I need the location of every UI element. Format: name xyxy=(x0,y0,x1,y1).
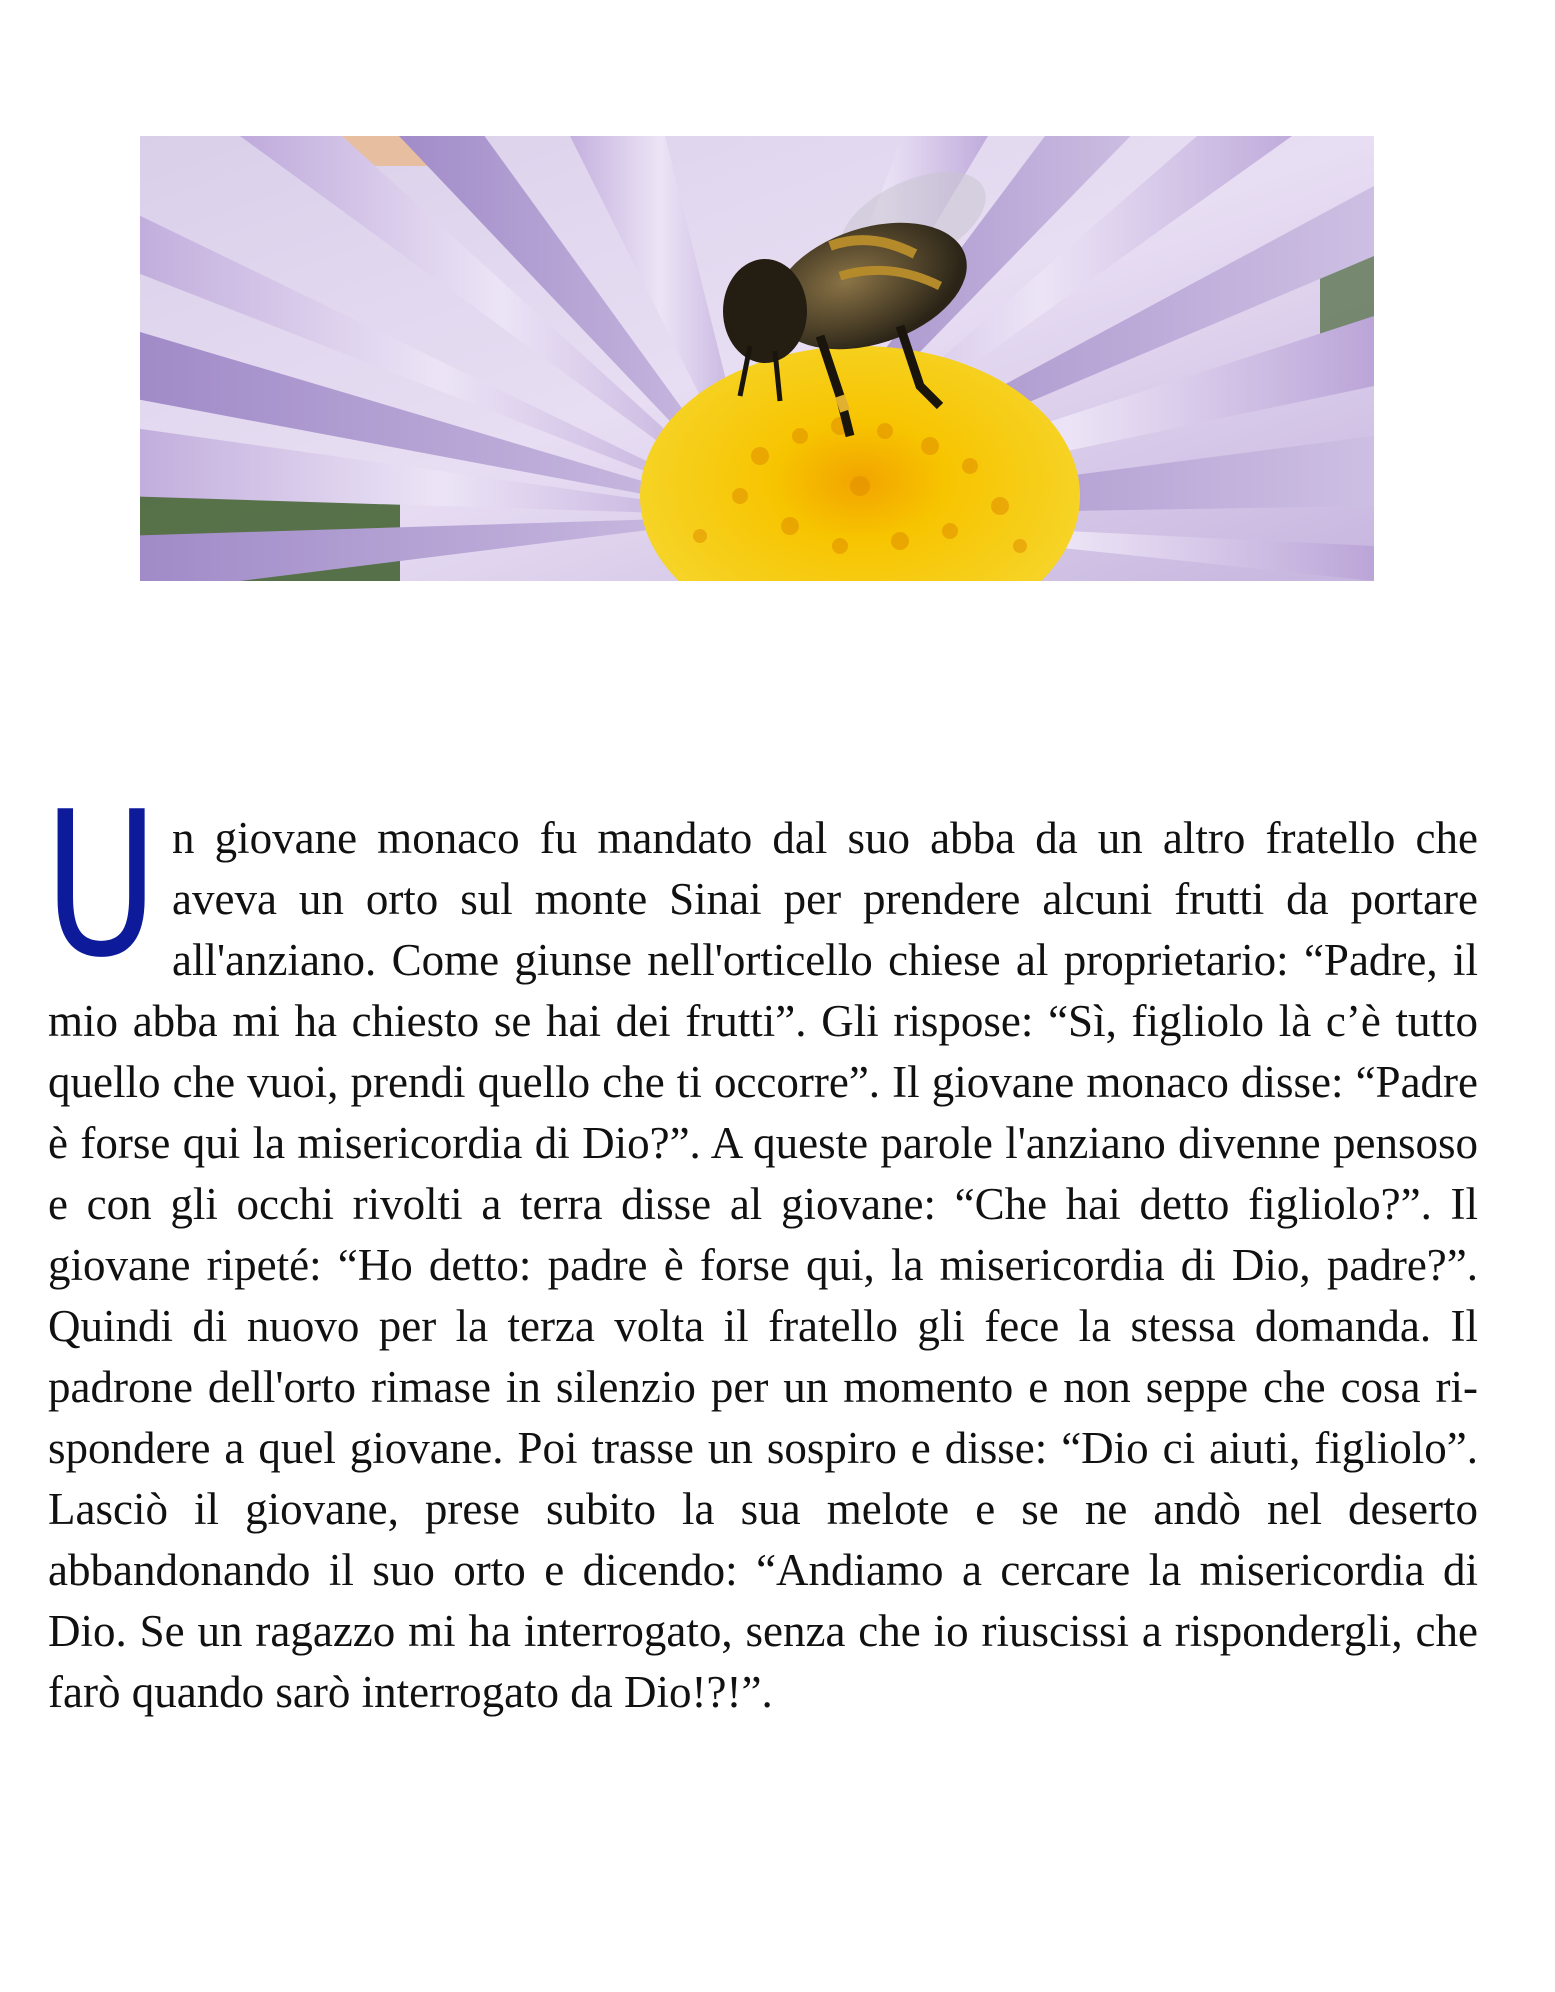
bee-head xyxy=(723,259,807,363)
story-body: n giovane monaco fu mandato dal suo abba da un altro fratello che aveva un orto sul monte Sinai per prendere alcuni frutti da portare all'anziano. Come giunse nell'orticello chiese al proprietario: “Padre, il mio abba mi ha chiesto se hai dei frutti”. Gli rispose: “Sì, figliolo là c’è tutto quello che vuoi, prendi quello che ti occorre”. Il giovane monaco disse: “Padre è forse qui la misericordia di Dio?”. A queste parole l'anziano divenne pensoso e con gli occhi rivolti a terra disse al giovane: “Che hai detto figliolo?”. Il giovane ripeté: “Ho detto: padre è forse qui, la misericordia di Dio, padre?”. Quindi di nuovo per la terza volta il fratello gli fece la stessa domanda. Il padrone dell'orto rimase in silenzio per un momento e non seppe che cosa rispondere a quel giovane. Poi trasse un sospiro e disse: “Dio ci aiuti, figliolo”. Lasciò il giovane, prese subito la sua melote e se ne andò nel deserto abbandonando il suo orto e dicendo: “Andiamo a cercare la misericordia di Dio. Se un ragazzo mi ha interrogato, senza che io riuscissi a rispondergli, che farò quando sarò interrogato da Dio!?!”. xyxy=(48,813,1478,1717)
bee-on-flower-photo xyxy=(140,136,1374,581)
drop-cap-letter: U xyxy=(44,769,159,1002)
bee-flower-illustration xyxy=(140,136,1374,581)
story-text xyxy=(44,769,1478,1723)
bee-pollen xyxy=(840,396,845,411)
